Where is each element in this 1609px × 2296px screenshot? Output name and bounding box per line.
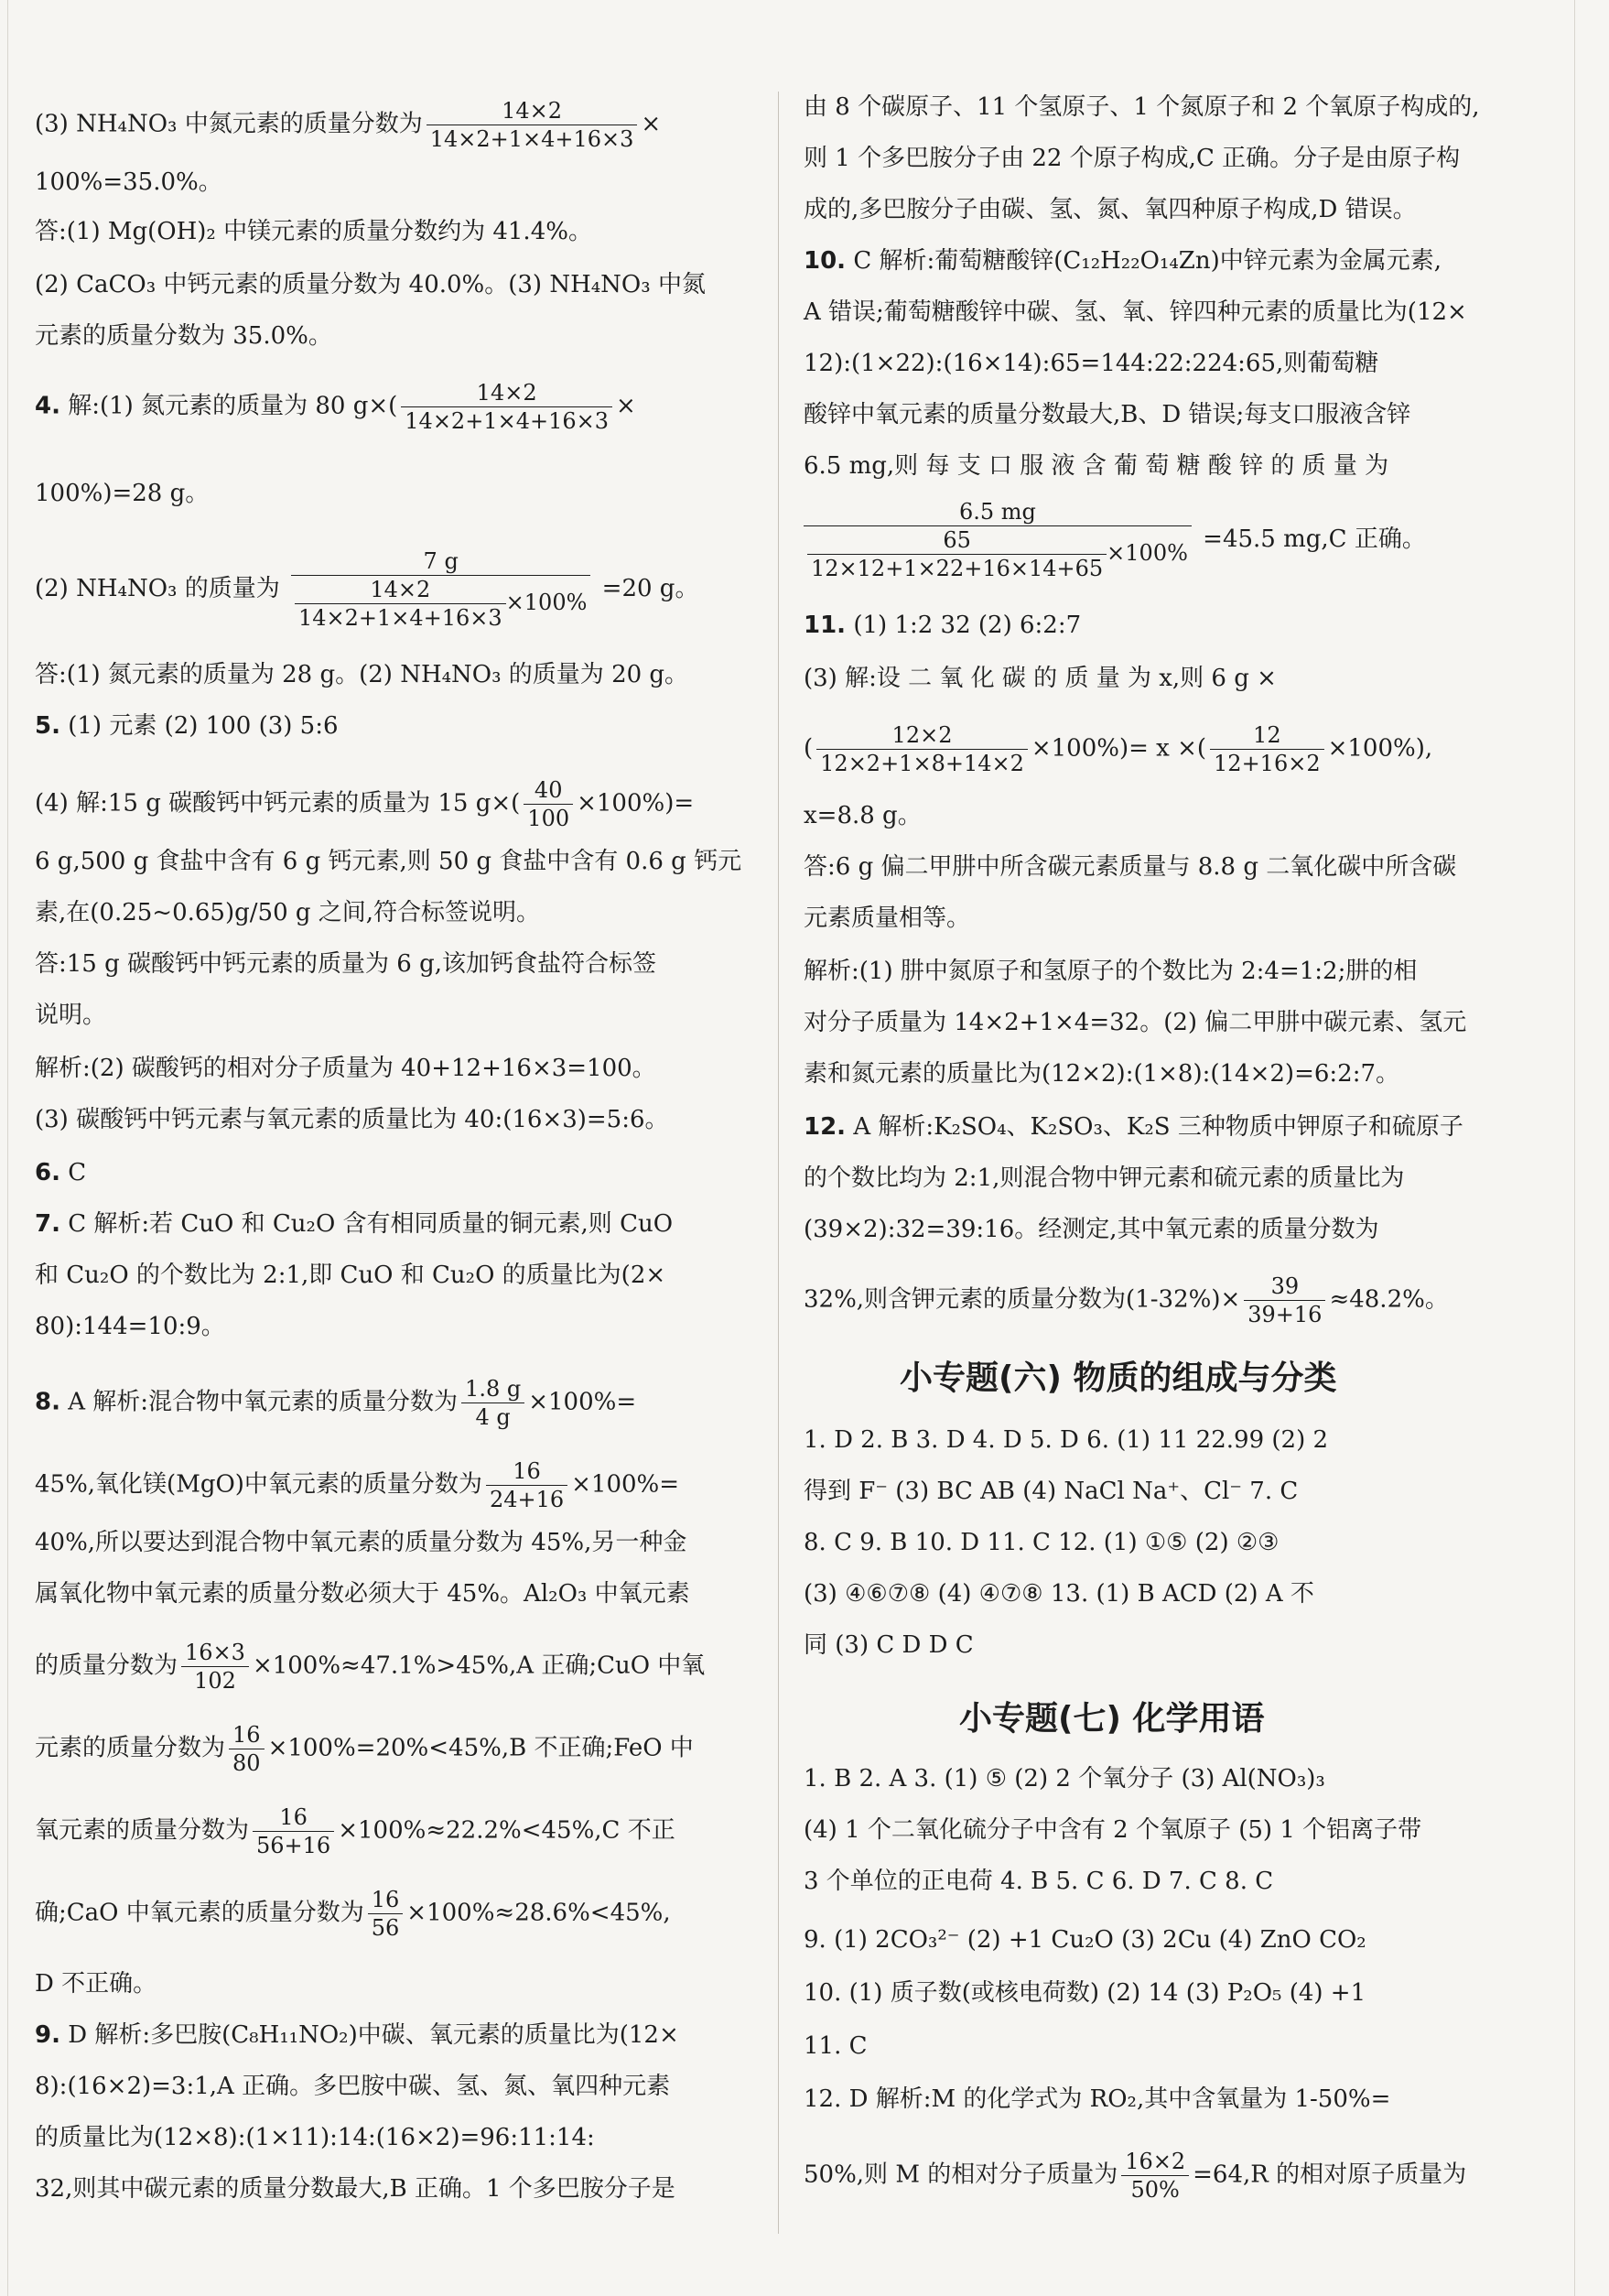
text-line: A 错误;葡萄糖酸锌中碳、氢、氧、锌四种元素的质量比为(12×: [804, 298, 1467, 326]
text-line: 8):(16×2)=3:1,A 正确。多巴胺中碳、氢、氮、氧四种元素: [35, 2073, 671, 2100]
text-line: x=8.8 g。: [804, 802, 922, 829]
text-line: 答:15 g 碳酸钙中钙元素的质量为 6 g,该加钙食盐符合标签: [35, 950, 656, 978]
text-line: 50%,则 M 的相对分子质量为 $\frac{16\times 2}{50\%}$ =64,R 的相对原子质量为: [804, 2149, 1467, 2203]
text-line: (2) CaCO₃ 中钙元素的质量分数为 40.0%。(3) NH₄NO₃ 中氮: [35, 271, 706, 298]
text-line: 属氧化物中氧元素的质量分数必须大于 45%。Al₂O₃ 中氧元素: [35, 1580, 690, 1608]
section-title-7: 小专题(七) 化学用语: [959, 1700, 1265, 1738]
text-line: 5. (1) 元素 (2) 100 (3) 5:6: [35, 712, 339, 740]
text-line: 元素质量相等。: [804, 904, 971, 932]
text-line: 8. A 解析:混合物中氧元素的质量分数为 $\frac{1.8 g}{4 g}$ ×100%=: [35, 1376, 637, 1430]
text-line: 同 (3) C D D C: [804, 1631, 974, 1659]
text-line: 答:6 g 偏二甲肼中所含碳元素质量与 8.8 g 二氧化碳中所含碳: [804, 853, 1457, 881]
text-line: 9. (1) 2CO₃²⁻ (2) +1 Cu₂O (3) 2Cu (4) ZnO CO₂: [804, 1926, 1366, 1954]
text-line: 答:(1) Mg(OH)₂ 中镁元素的质量分数约为 41.4%。: [35, 218, 592, 245]
text-line: 由 8 个碳原子、11 个氢原子、1 个氮原子和 2 个氧原子构成的,: [804, 93, 1480, 121]
text-line: 6 g,500 g 食盐中含有 6 g 钙元素,则 50 g 食盐中含有 0.6 g 钙元: [35, 848, 742, 875]
text-line: 45%,氧化镁(MgO)中氧元素的质量分数为 $\frac{16}{24+16}$ ×100%=: [35, 1458, 680, 1512]
text-line: 11. C: [804, 2032, 868, 2060]
text-line: 酸锌中氧元素的质量分数最大,B、D 错误;每支口服液含锌: [804, 401, 1411, 428]
text-line: 1. B 2. A 3. (1) ⑤ (2) 2 个氧分子 (3) Al(NO₃)₃: [804, 1765, 1325, 1792]
text-line: 成的,多巴胺分子由碳、氢、氮、氧四种原子构成,D 错误。: [804, 196, 1417, 223]
text-line: 得到 F⁻ (3) BC AB (4) NaCl Na⁺、Cl⁻ 7. C: [804, 1478, 1299, 1505]
text-line: 元素的质量分数为 35.0%。: [35, 322, 332, 350]
text-line: 12):(1×22):(16×14):65=144:22:224:65,则葡萄糖: [804, 350, 1379, 377]
text-line: 解析:(1) 肼中氮原子和氢原子的个数比为 2:4=1:2;肼的相: [804, 958, 1418, 985]
text-line: (2) NH₄NO₃ 的质量为 7 g $\frac{14\times 2}{14\times 2+1\times 4+16\times 3}$ ×100% =20 g。: [35, 548, 699, 631]
text-line: 的质量分数为 $\frac{16\times 3}{102}$ ×100%≈47.1%>45%,A 正确;CuO 中氧: [35, 1640, 706, 1694]
text-line: 对分子质量为 14×2+1×4=32。(2) 偏二甲肼中碳元素、氢元: [804, 1009, 1467, 1036]
text-line: 6.5 mg,则 每 支 口 服 液 含 葡 萄 糖 酸 锌 的 质 量 为: [804, 452, 1389, 480]
text-line: 确;CaO 中氧元素的质量分数为 $\frac{16}{56}$ ×100%≈28.6%<45%,: [35, 1887, 671, 1941]
text-line: 9. D 解析:多巴胺(C₈H₁₁NO₂)中碳、氧元素的质量比为(12×: [35, 2021, 679, 2049]
section-title-6: 小专题(六) 物质的组成与分类: [900, 1359, 1337, 1397]
text-line: 80):144=10:9。: [35, 1313, 225, 1340]
text-line: 7. C 解析:若 CuO 和 Cu₂O 含有相同质量的铜元素,则 CuO: [35, 1210, 674, 1238]
text-line: (3) 碳酸钙中钙元素与氧元素的质量比为 40:(16×3)=5:6。: [35, 1106, 669, 1133]
text-line: 素,在(0.25~0.65)g/50 g 之间,符合标签说明。: [35, 899, 541, 926]
text-line: 解析:(2) 碳酸钙的相对分子质量为 40+12+16×3=100。: [35, 1055, 656, 1082]
text-line: 1. D 2. B 3. D 4. D 5. D 6. (1) 11 22.99 (2) 2: [804, 1426, 1329, 1454]
page-edge-left: [7, 0, 8, 2296]
text-line: 的个数比均为 2:1,则混合物中钾元素和硫元素的质量比为: [804, 1164, 1405, 1192]
page-edge-right: [1574, 0, 1575, 2296]
text-line: ( $\frac{12\times 2}{12\times 2+1\times 8+14\times 2}$ ×100%)= x ×( $\frac{12}{12+16\times 2}$ ×100%),: [804, 722, 1433, 776]
text-line: 氧元素的质量分数为 $\frac{16}{56+16}$ ×100%≈22.2%<45%,C 不正: [35, 1804, 675, 1858]
text-line: 6.5 mg $\frac{65}{12\times 12+1\times 22+16\times 14+65}$ ×100% =45.5 mg,C 正确。: [804, 498, 1426, 582]
text-line: 11. (1) 1:2 32 (2) 6:2:7: [804, 612, 1082, 639]
text-line: (3) NH₄NO₃ 中氮元素的质量分数为 $\frac{14\times 2}{14\times 2+1\times 4+16\times 3}$ ×: [35, 98, 662, 152]
text-line: 6. C: [35, 1159, 87, 1186]
text-line: 说明。: [35, 1002, 107, 1029]
column-divider: [778, 92, 779, 2234]
text-line: 100%)=28 g。: [35, 480, 210, 507]
text-line: 10. (1) 质子数(或核电荷数) (2) 14 (3) P₂O₅ (4) +1: [804, 1979, 1366, 2007]
text-line: (4) 解:15 g 碳酸钙中钙元素的质量为 15 g×( $\frac{40}{100}$ ×100%)=: [35, 777, 695, 831]
text-line: 12. A 解析:K₂SO₄、K₂SO₃、K₂S 三种物质中钾原子和硫原子: [804, 1113, 1463, 1141]
text-line: (4) 1 个二氧化硫分子中含有 2 个氧原子 (5) 1 个铝离子带: [804, 1816, 1422, 1844]
text-line: 元素的质量分数为 $\frac{16}{80}$ ×100%=20%<45%,B 不正确;FeO 中: [35, 1722, 694, 1776]
text-line: 8. C 9. B 10. D 11. C 12. (1) ①⑤ (2) ②③: [804, 1529, 1280, 1556]
text-line: 100%=35.0%。: [35, 168, 222, 196]
text-line: 40%,所以要达到混合物中氧元素的质量分数为 45%,另一种金: [35, 1529, 687, 1556]
text-line: 素和氮元素的质量比为(12×2):(1×8):(14×2)=6:2:7。: [804, 1060, 1400, 1088]
text-line: 32%,则含钾元素的质量分数为(1-32%)× $\frac{39}{39+16}$ ≈48.2%。: [804, 1273, 1449, 1327]
text-line: 32,则其中碳元素的质量分数最大,B 正确。1 个多巴胺分子是: [35, 2175, 675, 2203]
text-line: (39×2):32=39:16。经测定,其中氧元素的质量分数为: [804, 1216, 1379, 1243]
text-line: 4. 解:(1) 氮元素的质量为 80 g×( $\frac{14\times 2}{14\times 2+1\times 4+16\times 3}$ ×: [35, 380, 636, 434]
text-line: 的质量比为(12×8):(1×11):14:(16×2)=96:11:14:: [35, 2124, 595, 2151]
text-line: D 不正确。: [35, 1970, 157, 1998]
text-line: (3) ④⑥⑦⑧ (4) ④⑦⑧ 13. (1) B ACD (2) A 不: [804, 1580, 1314, 1608]
text-line: 和 Cu₂O 的个数比为 2:1,即 CuO 和 Cu₂O 的质量比为(2×: [35, 1262, 666, 1289]
text-line: 10. C 解析:葡萄糖酸锌(C₁₂H₂₂O₁₄Zn)中锌元素为金属元素,: [804, 247, 1442, 275]
text-line: 则 1 个多巴胺分子由 22 个原子构成,C 正确。分子是由原子构: [804, 145, 1461, 172]
text-line: 3 个单位的正电荷 4. B 5. C 6. D 7. C 8. C: [804, 1868, 1274, 1895]
text-line: 答:(1) 氮元素的质量为 28 g。(2) NH₄NO₃ 的质量为 20 g。: [35, 661, 689, 688]
text-line: (3) 解:设 二 氧 化 碳 的 质 量 为 x,则 6 g ×: [804, 665, 1277, 692]
text-line: 12. D 解析:M 的化学式为 RO₂,其中含氧量为 1-50%=: [804, 2085, 1391, 2113]
